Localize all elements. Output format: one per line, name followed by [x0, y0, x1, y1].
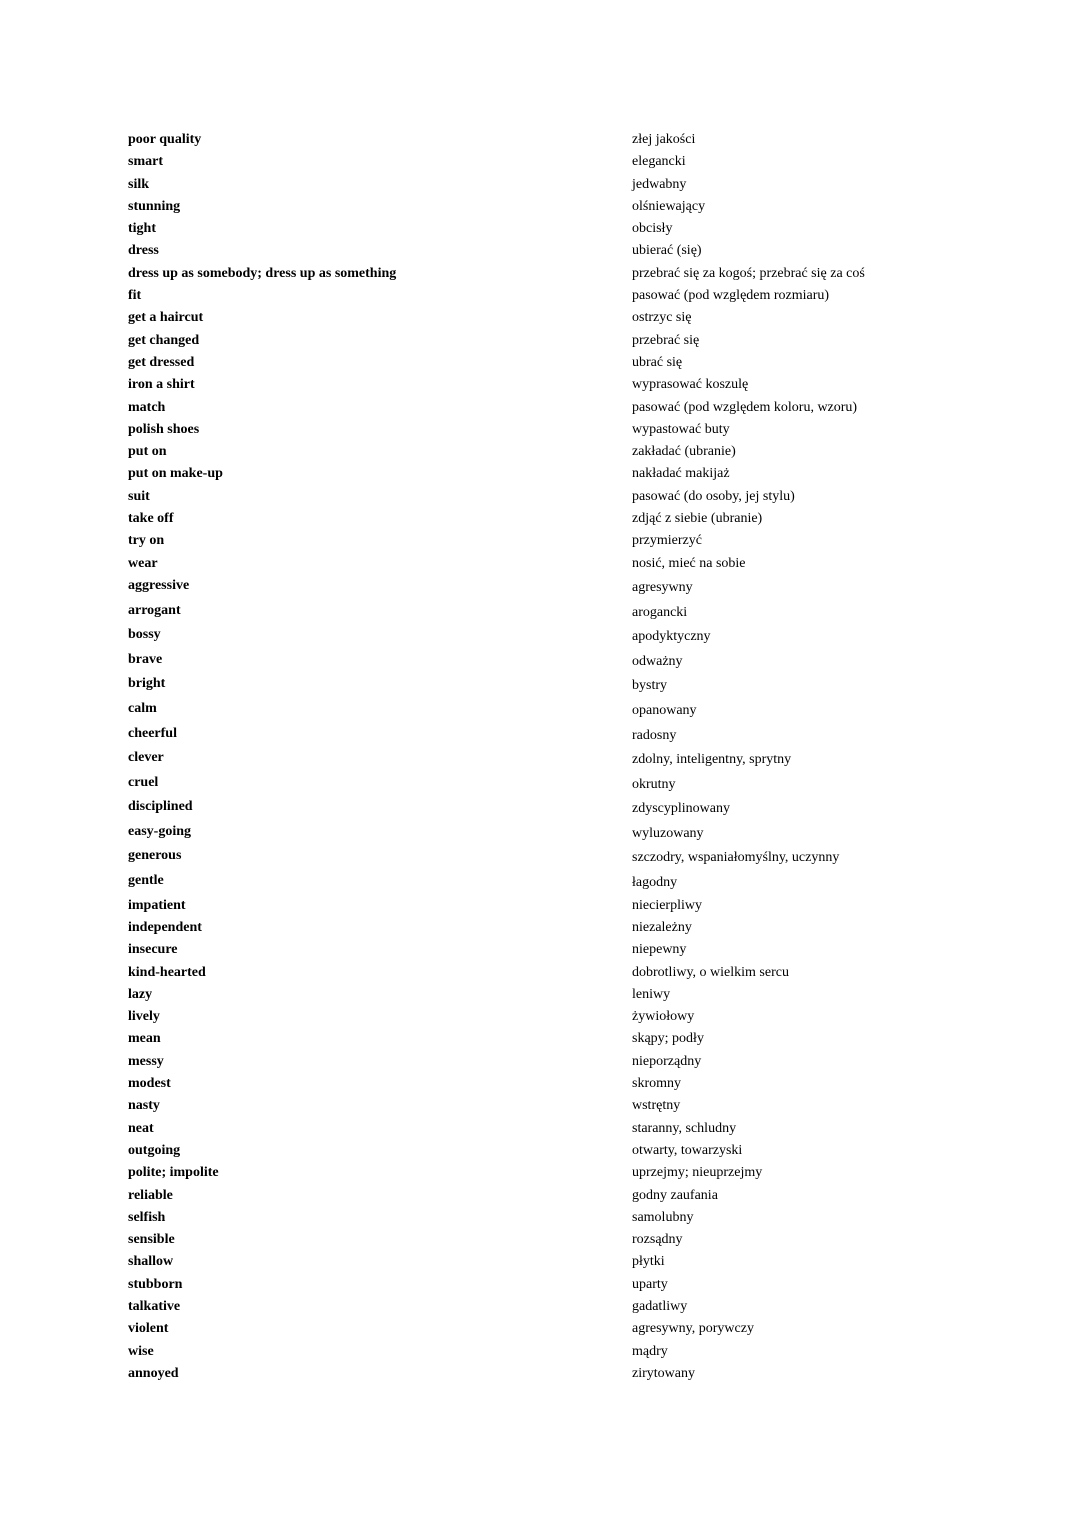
- vocabulary-row: [128, 1297, 948, 1319]
- vocabulary-row: [128, 152, 948, 174]
- vocabulary-row: [128, 554, 948, 576]
- vocabulary-row: [128, 846, 948, 871]
- polish-translation: przymierzyć: [632, 533, 702, 549]
- polish-translation: nakładać makijaż: [632, 466, 730, 482]
- english-term: iron a shirt: [128, 377, 195, 393]
- polish-translation: zirytowany: [632, 1365, 695, 1381]
- vocabulary-row: [128, 241, 948, 263]
- polish-translation: uparty: [632, 1276, 668, 1292]
- english-term: get changed: [128, 332, 200, 348]
- vocabulary-row: [128, 724, 948, 749]
- polish-translation: przebrać się za kogoś; przebrać się za coś: [632, 265, 865, 281]
- english-term: take off: [128, 511, 174, 527]
- vocabulary-row: [128, 509, 948, 531]
- polish-translation: wstrętny: [632, 1098, 681, 1114]
- english-term: aggressive: [128, 577, 190, 593]
- vocabulary-row: [128, 601, 948, 626]
- vocabulary-row: [128, 286, 948, 308]
- polish-translation: płytki: [632, 1254, 665, 1270]
- english-term: violent: [128, 1321, 169, 1337]
- english-term: stunning: [128, 198, 181, 214]
- vocabulary-row: [128, 1186, 948, 1208]
- english-term: modest: [128, 1076, 171, 1092]
- english-term: polite; impolite: [128, 1165, 219, 1181]
- vocabulary-row: [128, 219, 948, 241]
- polish-translation: gadatliwy: [632, 1299, 688, 1314]
- english-term: clever: [128, 750, 164, 766]
- vocabulary-row: [128, 985, 948, 1007]
- vocabulary-row: [128, 1342, 948, 1364]
- english-term: dress up as somebody; dress up as something: [128, 265, 397, 281]
- english-term: selfish: [128, 1209, 166, 1225]
- vocabulary-row: [128, 1230, 948, 1252]
- english-term: reliable: [128, 1187, 173, 1203]
- polish-translation: niepewny: [632, 942, 687, 958]
- english-term: talkative: [128, 1299, 181, 1314]
- polish-translation: pasować (do osoby, jej stylu): [632, 488, 795, 504]
- english-term: independent: [128, 919, 202, 935]
- english-term: gentle: [128, 873, 164, 889]
- english-term: cheerful: [128, 725, 177, 741]
- vocabulary-row: [128, 130, 948, 152]
- english-term: shallow: [128, 1254, 174, 1270]
- english-term: match: [128, 399, 166, 415]
- polish-translation: pasować (pod względem rozmiaru): [632, 288, 830, 304]
- polish-translation: wypastować buty: [632, 421, 730, 437]
- vocabulary-row: [128, 442, 948, 464]
- vocabulary-row: [128, 625, 948, 650]
- english-term: lively: [128, 1009, 160, 1025]
- vocabulary-row: [128, 1029, 948, 1051]
- english-term: cruel: [128, 774, 159, 790]
- vocabulary-row: [128, 918, 948, 940]
- polish-translation: zdyscyplinowany: [632, 801, 730, 817]
- vocabulary-row: [128, 1096, 948, 1118]
- polish-translation: szczodry, wspaniałomyślny, uczynny: [632, 850, 840, 866]
- vocabulary-row: [128, 175, 948, 197]
- english-term: tight: [128, 221, 156, 237]
- polish-translation: ubierać (się): [632, 243, 702, 259]
- english-term: put on: [128, 444, 167, 460]
- english-term: neat: [128, 1120, 154, 1136]
- polish-translation: pasować (pod względem koloru, wzoru): [632, 399, 858, 415]
- english-term: stubborn: [128, 1276, 183, 1292]
- vocabulary-row: [128, 1163, 948, 1185]
- vocabulary-row: [128, 353, 948, 375]
- polish-translation: agresywny, porywczy: [632, 1321, 754, 1337]
- vocabulary-row: [128, 398, 948, 420]
- polish-translation: okrutny: [632, 776, 676, 792]
- polish-translation: nieporządny: [632, 1053, 702, 1069]
- vocabulary-row: [128, 1052, 948, 1074]
- english-term: get a haircut: [128, 310, 204, 326]
- polish-translation: staranny, schludny: [632, 1120, 737, 1136]
- polish-translation: zakładać (ubranie): [632, 444, 736, 460]
- english-term: sensible: [128, 1232, 175, 1248]
- polish-translation: skąpy; podły: [632, 1031, 704, 1047]
- vocabulary-row: [128, 773, 948, 798]
- polish-translation: żywiołowy: [632, 1009, 695, 1025]
- polish-translation: samolubny: [632, 1209, 694, 1225]
- polish-translation: dobrotliwy, o wielkim sercu: [632, 964, 789, 980]
- vocabulary-row: [128, 1119, 948, 1141]
- vocabulary-row: [128, 940, 948, 962]
- polish-translation: otwarty, towarzyski: [632, 1142, 743, 1158]
- polish-translation: rozsądny: [632, 1232, 683, 1248]
- english-term: poor quality: [128, 132, 202, 147]
- english-term: brave: [128, 651, 163, 667]
- polish-translation: odważny: [632, 653, 683, 669]
- vocabulary-row: [128, 699, 948, 724]
- polish-translation: mądry: [632, 1343, 668, 1359]
- vocabulary-list: [128, 130, 948, 1386]
- english-term: insecure: [128, 942, 178, 958]
- english-term: impatient: [128, 897, 186, 913]
- vocabulary-row: [128, 1364, 948, 1386]
- vocabulary-row: [128, 650, 948, 675]
- vocabulary-row: [128, 420, 948, 442]
- english-term: disciplined: [128, 799, 193, 815]
- polish-translation: jedwabny: [632, 176, 687, 192]
- polish-translation: agresywny: [632, 579, 693, 595]
- english-term: wear: [128, 555, 158, 571]
- vocabulary-row: [128, 464, 948, 486]
- polish-translation: obcisły: [632, 221, 673, 237]
- vocabulary-row: [128, 896, 948, 918]
- polish-translation: godny zaufania: [632, 1187, 718, 1203]
- vocabulary-row: [128, 797, 948, 822]
- vocabulary-row: [128, 871, 948, 896]
- polish-translation: zdolny, inteligentny, sprytny: [632, 752, 792, 768]
- polish-translation: ostrzyc się: [632, 310, 692, 326]
- polish-translation: niezależny: [632, 919, 692, 935]
- vocabulary-row: [128, 531, 948, 553]
- english-term: kind-hearted: [128, 964, 206, 980]
- english-term: calm: [128, 700, 157, 716]
- vocabulary-row: [128, 308, 948, 330]
- vocabulary-row: [128, 1275, 948, 1297]
- english-term: try on: [128, 533, 165, 549]
- vocabulary-row: [128, 1208, 948, 1230]
- vocabulary-row: [128, 264, 948, 286]
- polish-translation: skromny: [632, 1076, 681, 1092]
- polish-translation: przebrać się: [632, 332, 700, 348]
- english-term: messy: [128, 1053, 164, 1069]
- polish-translation: uprzejmy; nieuprzejmy: [632, 1165, 763, 1181]
- english-term: annoyed: [128, 1365, 179, 1381]
- english-term: lazy: [128, 986, 153, 1002]
- polish-translation: złej jakości: [632, 132, 696, 147]
- vocabulary-row: [128, 822, 948, 847]
- polish-translation: zdjąć z siebie (ubranie): [632, 511, 763, 527]
- english-term: mean: [128, 1031, 161, 1047]
- english-term: outgoing: [128, 1142, 181, 1158]
- vocabulary-row: [128, 331, 948, 353]
- polish-translation: ubrać się: [632, 354, 683, 370]
- polish-translation: opanowany: [632, 702, 697, 718]
- vocabulary-row: [128, 576, 948, 601]
- vocabulary-row: [128, 197, 948, 219]
- english-term: smart: [128, 154, 163, 170]
- polish-translation: wyluzowany: [632, 825, 704, 841]
- english-term: arrogant: [128, 602, 181, 618]
- english-term: easy-going: [128, 823, 191, 839]
- vocabulary-row: [128, 1319, 948, 1341]
- english-term: suit: [128, 488, 150, 504]
- polish-translation: radosny: [632, 727, 677, 743]
- vocabulary-row: [128, 963, 948, 985]
- polish-translation: wyprasować koszulę: [632, 377, 749, 393]
- vocabulary-row: [128, 1007, 948, 1029]
- english-term: wise: [128, 1343, 154, 1359]
- vocabulary-row: [128, 1074, 948, 1096]
- vocabulary-row: [128, 1252, 948, 1274]
- vocabulary-row: [128, 375, 948, 397]
- english-term: fit: [128, 288, 142, 304]
- polish-translation: olśniewający: [632, 198, 706, 214]
- vocabulary-row: [128, 674, 948, 699]
- polish-translation: bystry: [632, 678, 667, 694]
- english-term: nasty: [128, 1098, 160, 1114]
- english-term: bossy: [128, 627, 161, 643]
- english-term: dress: [128, 243, 159, 259]
- polish-translation: elegancki: [632, 154, 686, 170]
- vocabulary-row: [128, 748, 948, 773]
- polish-translation: leniwy: [632, 986, 671, 1002]
- polish-translation: łagodny: [632, 875, 678, 891]
- english-term: generous: [128, 848, 182, 864]
- vocabulary-row: [128, 1141, 948, 1163]
- english-term: put on make-up: [128, 466, 223, 482]
- polish-translation: apodyktyczny: [632, 629, 711, 645]
- english-term: polish shoes: [128, 421, 200, 437]
- polish-translation: niecierpliwy: [632, 897, 702, 913]
- polish-translation: arogancki: [632, 604, 688, 620]
- english-term: get dressed: [128, 354, 195, 370]
- vocabulary-row: [128, 487, 948, 509]
- polish-translation: nosić, mieć na sobie: [632, 555, 746, 571]
- english-term: bright: [128, 676, 166, 692]
- english-term: silk: [128, 176, 150, 192]
